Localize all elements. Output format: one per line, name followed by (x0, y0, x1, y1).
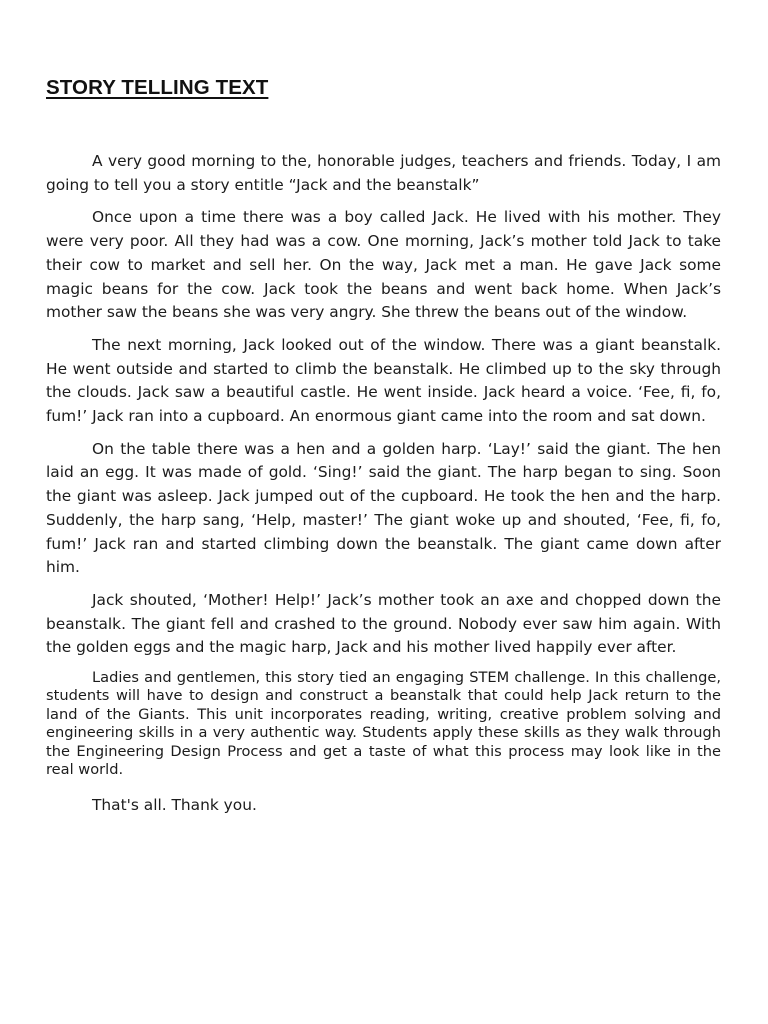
document-body (46, 150, 721, 817)
paragraph-ending: Jack shouted, ‘Mother! Help!’ Jack’s mother took an axe and chopped down the beanstalk. The giant fell and crashed to the ground. Nobody ever saw him again. With the golden eggs and the magic harp, Jack and his mother lived happily ever after. (46, 590, 721, 657)
paragraph-story-beginning: Once upon a time there was a boy called Jack. He lived with his mother. They were very poor. All they had was a cow. One morning, Jack’s mother told Jack to take their cow to market and sell her. On the way, Jack met a man. He gave Jack some magic beans for the cow. Jack took the beans and went back home. When Jack’s mother saw the beans she was very angry. She threw the beans out of the window. (46, 208, 721, 322)
paragraph-hen-and-harp: On the table there was a hen and a golden harp. ‘Lay!’ said the giant. The hen laid an egg. It was made of gold. ‘Sing!’ said the giant. The harp began to sing. Soon the giant was asleep. Jack jumped out of the cupboard. He took the hen and the harp. Suddenly, the harp sang, ‘Help, master!’ The giant woke up and shouted, ‘Fee, fi, fo, fum!’ Jack ran and started climbing down the beanstalk. The giant came down after him. (46, 439, 721, 577)
page-title: STORY TELLING TEXT (46, 76, 269, 99)
paragraph-closing: That's all. Thank you. (92, 795, 257, 814)
paragraph-stem-challenge: Ladies and gentlemen, this story tied an engaging STEM challenge. In this challenge, students will have to design and construct a beanstalk that could help Jack return to the land of the Giants. This unit incorporates reading, writing, creative problem solving and engineering skills in a very authentic way. Students apply these skills as they walk through the Engineering Design Process and get a taste of what this process may look like in the real world. (46, 669, 721, 779)
paragraph-beanstalk-climb: The next morning, Jack looked out of the window. There was a giant beanstalk. He went outside and started to climb the beanstalk. He climbed up to the sky through the clouds. Jack saw a beautiful castle. He went inside. Jack heard a voice. ‘Fee, fi, fo, fum!’ Jack ran into a cupboard. An enormous giant came into the room and sat down. (46, 335, 721, 426)
paragraph-greeting: A very good morning to the, honorable judges, teachers and friends. Today, I am going to tell you a story entitle “Jack and the beanstalk” (46, 152, 721, 194)
